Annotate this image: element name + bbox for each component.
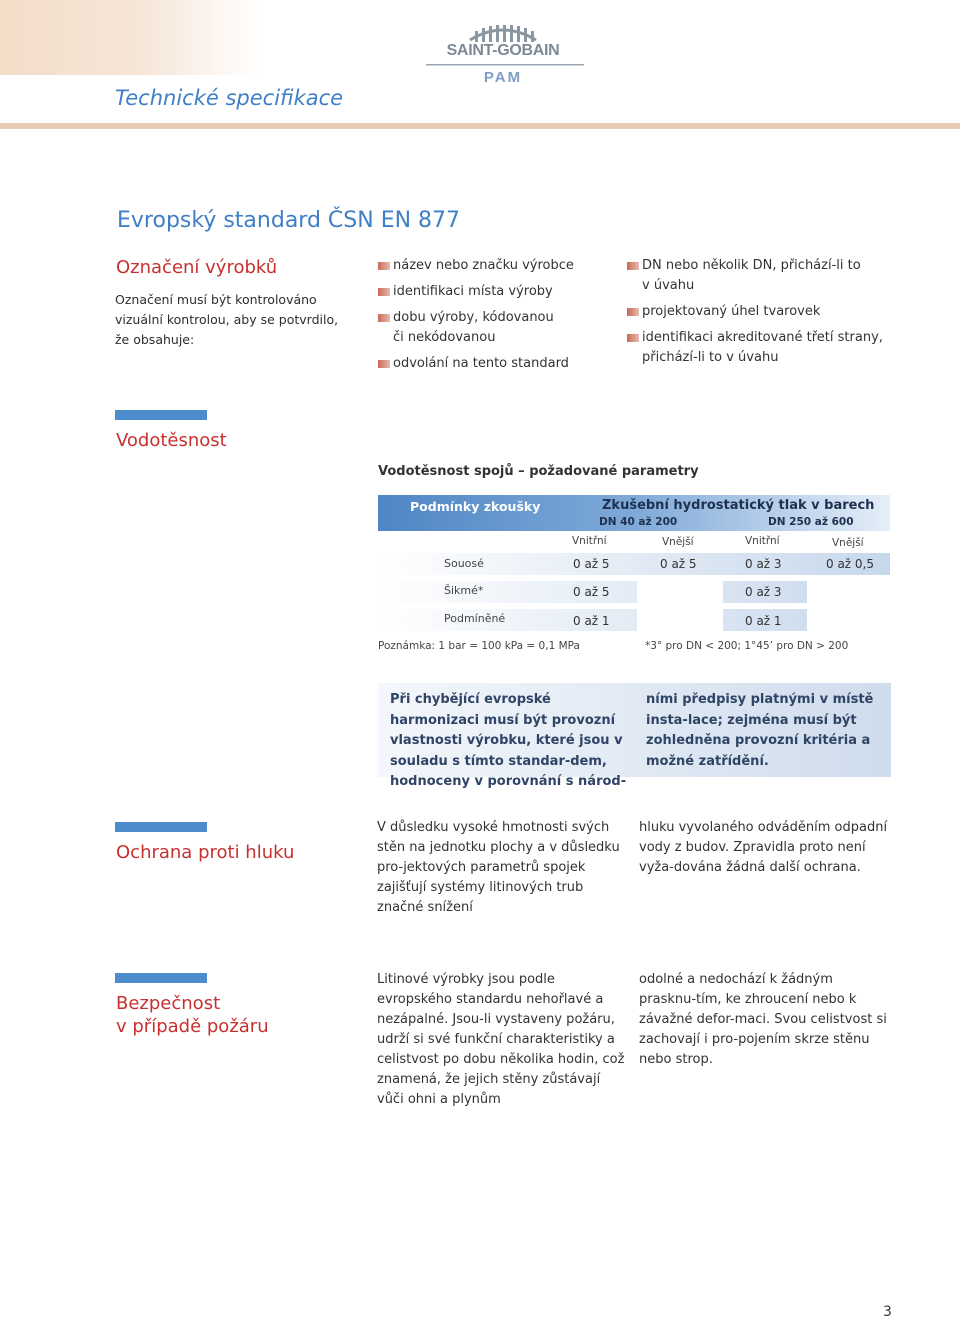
table-cell: 0 až 1 xyxy=(745,614,782,628)
table-cell: 0 až 5 xyxy=(660,557,697,571)
table-header-pressure: Zkušební hydrostatický tlak v barech xyxy=(602,498,875,513)
page-number: 3 xyxy=(883,1304,892,1320)
list-item: identifikaci místa výroby xyxy=(378,282,598,302)
bullet-icon xyxy=(627,308,639,316)
row-label: Souosé xyxy=(444,557,484,570)
section-marker xyxy=(115,973,207,983)
table-cell: 0 až 0,5 xyxy=(826,557,874,571)
list-item: dobu výroby, kódovanou či nekódovanou xyxy=(378,308,563,348)
table-subheader: Vnější xyxy=(832,537,864,549)
table-subheader: Vnitřní xyxy=(572,535,607,547)
row-label: Šikmé* xyxy=(444,584,484,597)
table-header-dn-b: DN 250 až 600 xyxy=(768,516,854,528)
table-subheader: Vnitřní xyxy=(745,535,780,547)
noise-text-col2: hluku vyvolaného odváděním odpadní vody z budov. Zpravidla proto není vyža-dována žádná další ochrana. xyxy=(639,820,888,875)
fire-text-col2: odolné a nedochází k žádným prasknu-tím, ke zhroucení nebo k závažné defor-maci. Svou celistvost si zachovají i pro-pojením skrze stěnu nebo strop. xyxy=(639,972,887,1067)
marking-list-right xyxy=(627,256,889,374)
bullet-icon xyxy=(378,288,390,296)
bullet-icon xyxy=(627,262,639,270)
empty-cell xyxy=(637,581,723,603)
section-title-fire-line1: Bezpečnost xyxy=(116,993,221,1014)
brand-name: SAINT-GOBAIN xyxy=(446,42,560,59)
table-note: Poznámka: 1 bar = 100 kPa = 0,1 MPa xyxy=(378,640,580,652)
table-header-conditions: Podmínky zkoušky xyxy=(410,499,541,514)
section-title-marking: Označení výrobků xyxy=(116,257,278,278)
info-box-text-left: Při chybějící evropské harmonizaci musí být provozní vlastnosti výrobku, které jsou v souladu s tímto standar-dem, hodnoceny v porovnání s národ- xyxy=(390,692,627,789)
list-item: DN nebo několik DN, přichází-li to v úvahu xyxy=(627,256,872,296)
table-caption: Vodotěsnost spojů – požadované parametry xyxy=(378,464,699,479)
table-cell: 0 až 5 xyxy=(573,557,610,571)
empty-cell xyxy=(807,581,890,603)
list-item: název nebo značku výrobce xyxy=(378,256,598,276)
table-cell: 0 až 5 xyxy=(573,585,610,599)
table-cell: 0 až 3 xyxy=(745,557,782,571)
table-footnote: *3° pro DN < 200; 1°45’ pro DN > 200 xyxy=(645,640,849,652)
marking-list-left xyxy=(378,256,598,380)
list-item: odvolání na tento standard xyxy=(378,354,598,374)
header-decoration xyxy=(0,0,260,75)
table-cell: 0 až 1 xyxy=(573,614,610,628)
header-divider xyxy=(0,123,960,129)
bullet-icon xyxy=(378,314,390,322)
section-marker xyxy=(115,410,207,420)
section-title-fire-line2: v případě požáru xyxy=(116,1016,269,1037)
noise-text-col1: V důsledku vysoké hmotnosti svých stěn na jednotku plochy a v důsledku pro-jektových parametrů spojek zajišťují systémy litinových trub značné snížení xyxy=(377,820,620,915)
info-box-text-right: ními předpisy platnými v místě insta-lace; zejména musí být zohledněna provozní kritéria a možné zatřídění. xyxy=(646,692,874,769)
list-item: projektovaný úhel tvarovek xyxy=(627,302,889,322)
fire-text-col1: Litinové výrobky jsou podle evropského standardu nehořlavé a nezápalné. Jsou-li vystaveny požáru, udrží si své funkční charakteristiky a celistvost po dobu několika hodin, což znamená, že jejich stěny zůstávají vůči ohni a plynům xyxy=(377,972,625,1107)
list-item: identifikaci akreditované třetí strany, přichází-li to v úvahu xyxy=(627,328,889,368)
section-marker xyxy=(115,822,207,832)
section-title-noise: Ochrana proti hluku xyxy=(116,842,295,863)
page-title: Evropský standard ČSN EN 877 xyxy=(117,208,461,233)
page-header-title: Technické specifikace xyxy=(115,86,344,110)
brand-sub-name: PAM xyxy=(483,69,523,86)
bullet-icon xyxy=(627,334,639,342)
marking-intro: Označení musí být kontrolováno vizuální kontrolou, aby se potvrdilo, že obsahuje: xyxy=(115,292,339,347)
section-title-tightness: Vodotěsnost xyxy=(116,430,227,451)
table-header-dn-a: DN 40 až 200 xyxy=(599,516,678,528)
bullet-icon xyxy=(378,360,390,368)
table-cell: 0 až 3 xyxy=(745,585,782,599)
empty-cell xyxy=(807,609,890,631)
row-label: Podmíněné xyxy=(444,612,506,625)
empty-cell xyxy=(637,609,723,631)
table-subheader: Vnější xyxy=(662,536,694,548)
bullet-icon xyxy=(378,262,390,270)
